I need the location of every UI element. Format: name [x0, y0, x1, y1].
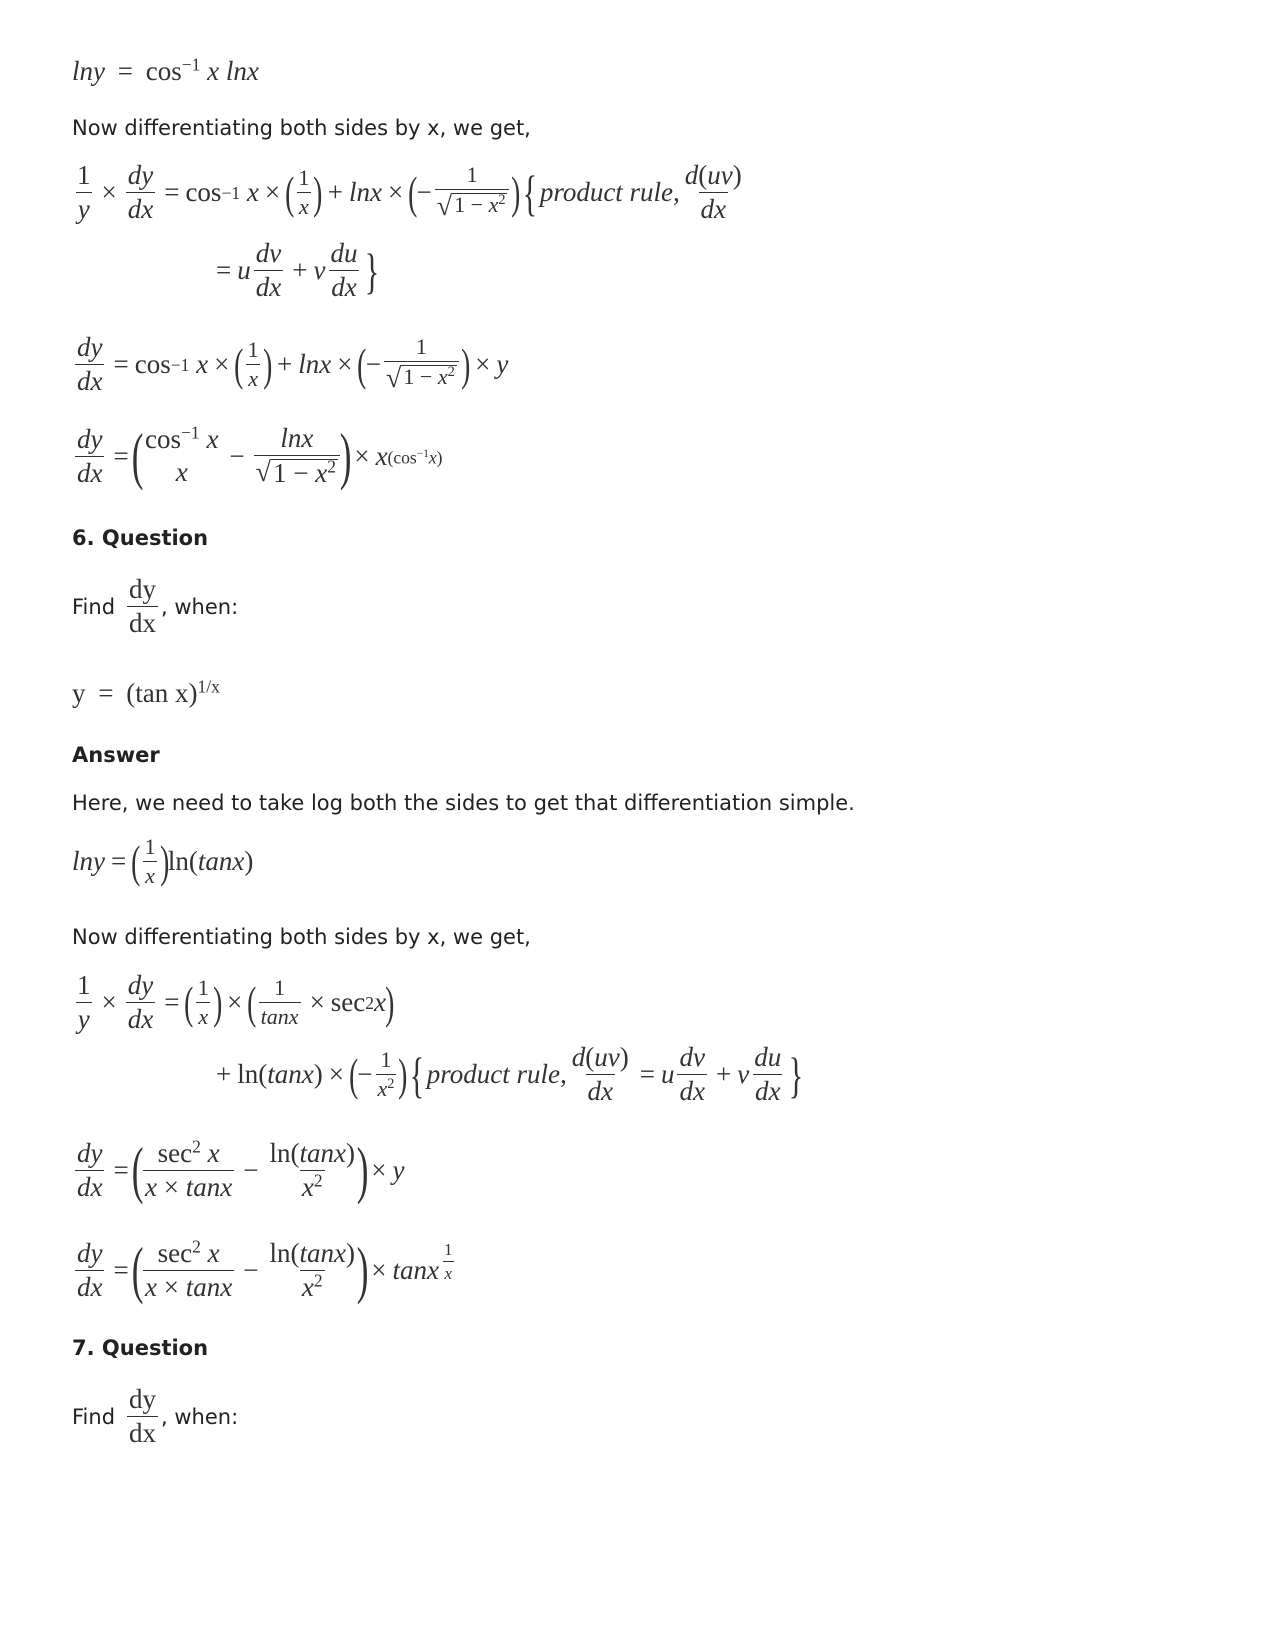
prose-differentiating-2: Now differentiating both sides by x, we get,	[72, 925, 531, 949]
question-6-heading: 6. Question	[72, 526, 209, 550]
when-label: , when:	[161, 594, 239, 619]
dydx-fraction: $\frac{dy}{dx}$	[129, 1384, 157, 1448]
equation-product-rule-2: $\frac{1}{y}$ × $\frac{dy}{dx}$ = ( $\frac{1}{x}$ ) × ( $\frac{1}{\tan x}$ × sec 2 x )	[77, 970, 395, 1034]
find-dydx-q6	[72, 576, 238, 637]
equation-product-rule-1: $\frac{1}{y}$ × $\frac{dy}{dx}$ = cos −1 x × ( $\frac{1}{x}$ ) + lnx × ( − 1 √ $1 - x^2$ ) { product rule, $\frac{d(uv)}{dx}$	[77, 160, 742, 224]
equation-question-6: y = (tan x)$^{1/x}$	[72, 676, 220, 708]
equation-log-cosinv: $\ln y = \cos^{-1} x$ lnx	[72, 54, 259, 86]
dydx-fraction: $\frac{dy}{dx}$	[129, 574, 157, 638]
equation-product-rule-1-cont: = u $\frac{dv}{dx}$ + v $\frac{du}{dx}$ }	[216, 238, 380, 302]
equation-dydx-2: $\frac{dy}{dx}$ = ( $\cos^{-1} x$ x − lnx √ $1 - x^2$ ) × x $(\cos^{-1}x)$	[77, 420, 443, 491]
equation-dydx-1: $\frac{dy}{dx}$ = cos −1 x × ( $\frac{1}{x}$ ) + lnx × ( − 1 √ $1 - x^2$ ) × y	[77, 332, 509, 396]
find-label: Find	[72, 594, 116, 619]
equation-product-rule-2-cont: + ln( tanx ) × ( − $\frac{1}{x^2}$ ) { product rule, $\frac{d(uv)}{dx}$ = u $\frac{dv}{dx}$ + v $\frac{du}{dx}$ }	[216, 1042, 804, 1106]
question-7-heading: 7. Question	[72, 1336, 209, 1360]
when-label: , when:	[161, 1404, 239, 1429]
prose-differentiating-1: Now differentiating both sides by x, we get,	[72, 116, 531, 140]
find-label: Find	[72, 1404, 116, 1429]
product-rule-label: product rule,	[426, 1059, 567, 1089]
prose-log-both-sides: Here, we need to take log both the sides to get that differentiation simple.	[72, 791, 855, 815]
answer-heading: Answer	[72, 743, 160, 767]
equation-dydx-3: $\frac{dy}{dx}$ = ( $\frac{\sec^2 x}{x \times \tan x}$ − $\frac{\ln(\tan x)}{x^2}$ ) × y	[77, 1134, 405, 1205]
find-dydx-q7	[72, 1386, 238, 1447]
equation-log-tan: lny = ( $\frac{1}{x}$ ) ln( tanx )	[72, 834, 254, 888]
equation-dydx-4: $\frac{dy}{dx}$ = ( $\frac{\sec^2 x}{x \times \tan x}$ − $\frac{\ln(\tan x)}{x^2}$ ) × tanx $\frac{1}{x}$	[77, 1234, 453, 1305]
